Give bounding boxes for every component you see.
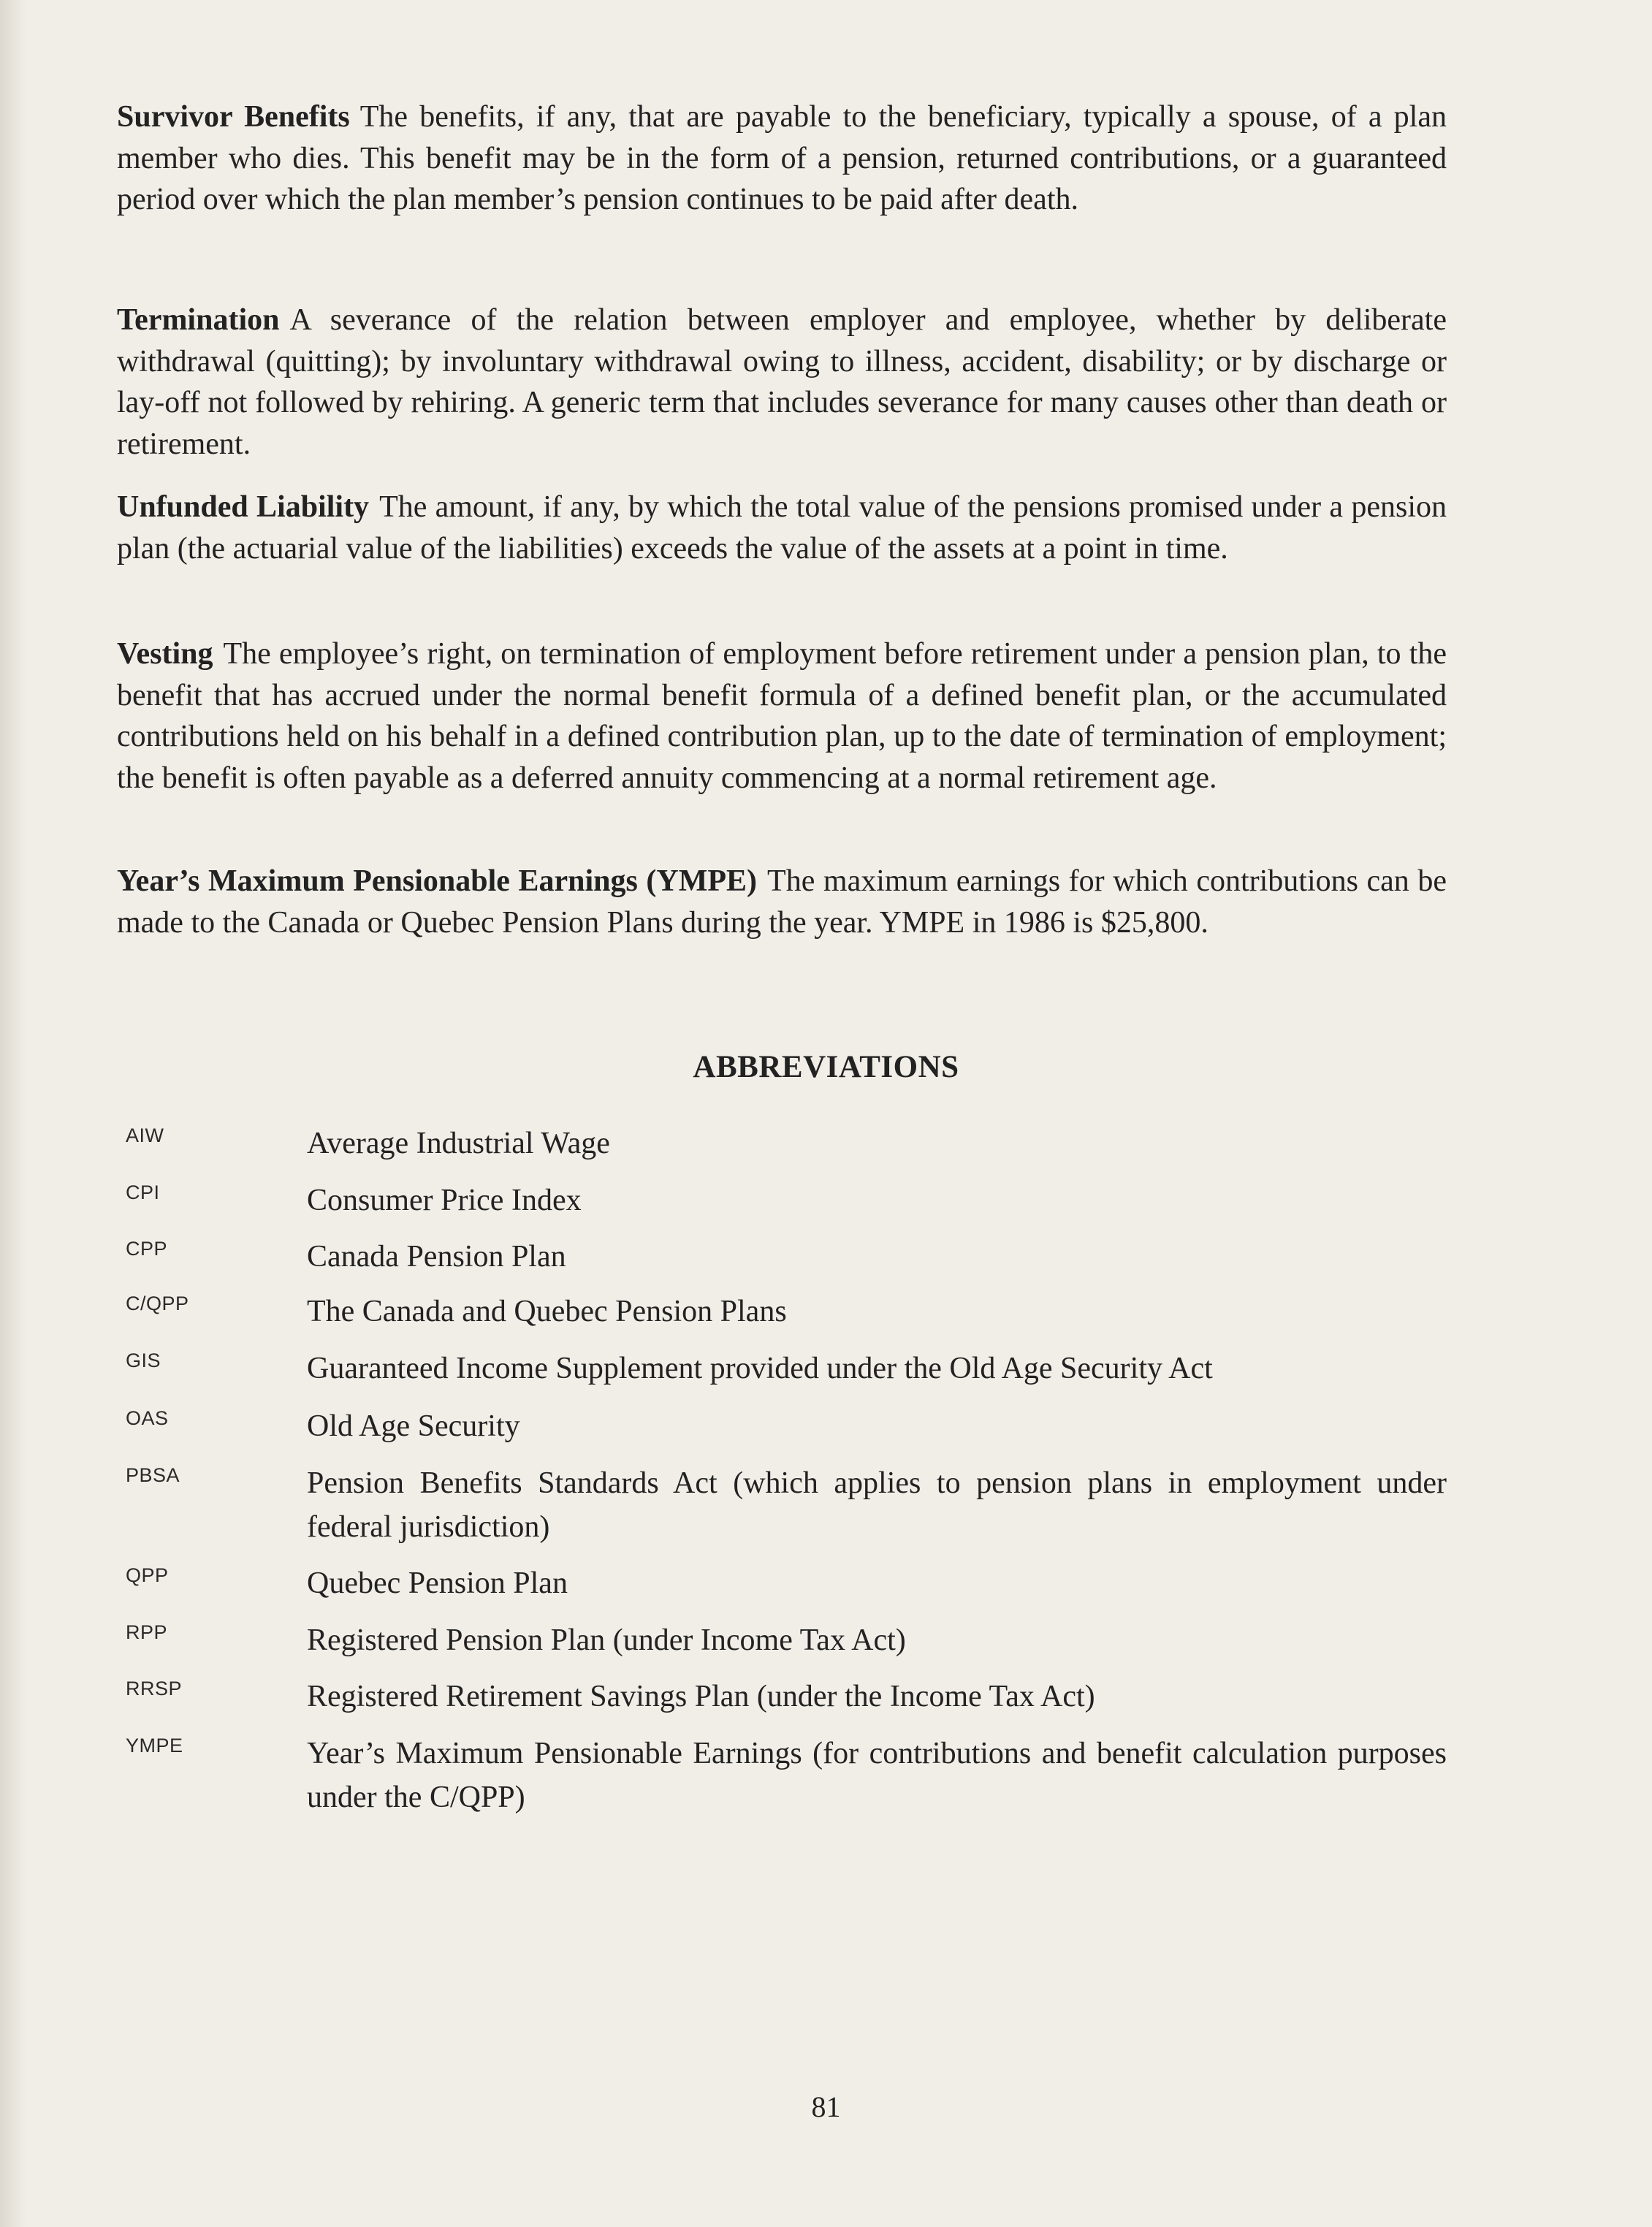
glossary-entry-unfunded-liability	[117, 487, 1447, 569]
abbreviation-definition: Registered Retirement Savings Plan (under the Income Tax Act)	[307, 1680, 1095, 1713]
abbreviation-definition: Old Age Security	[307, 1409, 520, 1443]
abbreviation-definition: Average Industrial Wage	[307, 1127, 610, 1160]
glossary-definition: The amount, if any, by which the total value of the pensions promised under a pension plan (the actuarial value of the liabilities) exceeds the value of the assets at a point in time.	[117, 490, 1447, 566]
glossary-term: Vesting	[117, 637, 213, 671]
abbreviation-code: PBSA	[126, 1464, 180, 1486]
glossary-term: Unfunded Liability	[117, 490, 370, 524]
glossary-term: Termination	[117, 303, 280, 337]
abbreviation-code: AIW	[126, 1124, 164, 1146]
glossary-term: Survivor Benefits	[117, 100, 350, 134]
glossary-entry-survivor-benefits	[117, 96, 1447, 221]
glossary-definition: The employee’s right, on termination of employment before retirement under a pension plan, to the benefit that has accrued under the normal benefit formula of a defined benefit plan, or the accumulated contributions held on his behalf in a defined contribution plan, up to the date of termination of employment; the benefit is often payable as a deferred annuity commencing at a normal retirement age.	[117, 637, 1447, 795]
glossary-entry-termination	[117, 300, 1447, 465]
abbreviation-code: RPP	[126, 1621, 168, 1643]
abbreviation-code: C/QPP	[126, 1293, 189, 1314]
abbreviation-definition: Consumer Price Index	[307, 1184, 582, 1217]
abbreviation-definition: Pension Benefits Standards Act (which applies to pension plans in employment under federal jurisdiction)	[307, 1466, 1447, 1544]
abbreviation-code: CPI	[126, 1181, 160, 1203]
abbreviation-definition: Canada Pension Plan	[307, 1240, 566, 1274]
abbreviation-code: RRSP	[126, 1678, 183, 1699]
glossary-entry-vesting	[117, 633, 1447, 799]
abbreviation-definition: Guaranteed Income Supplement provided under the Old Age Security Act	[307, 1352, 1213, 1385]
abbreviation-definition: Year’s Maximum Pensionable Earnings (for contributions and benefit calculation purposes under the C/QPP)	[307, 1737, 1447, 1814]
abbreviation-code: YMPE	[126, 1735, 183, 1756]
abbreviation-code: CPP	[126, 1238, 168, 1260]
abbreviation-definition: Registered Pension Plan (under Income Tax Act)	[307, 1623, 906, 1657]
abbreviation-code: QPP	[126, 1564, 169, 1586]
abbreviation-code: OAS	[126, 1407, 169, 1429]
glossary-entry-ympe	[117, 861, 1447, 943]
abbreviations-heading: ABBREVIATIONS	[693, 1050, 959, 1084]
glossary-term: Year’s Maximum Pensionable Earnings (YMPE)	[117, 864, 758, 898]
abbreviation-definition: Quebec Pension Plan	[307, 1566, 568, 1600]
glossary-definition: The maximum earnings for which contributions can be made to the Canada or Quebec Pension Plans during the year. YMPE in 1986 is $25,800.	[117, 864, 1447, 940]
page-edge-shadow	[0, 0, 26, 2227]
abbreviation-definition: The Canada and Quebec Pension Plans	[307, 1295, 787, 1328]
glossary-definition: The benefits, if any, that are payable to the beneficiary, typically a spouse, of a plan member who dies. This benefit may be in the form of a pension, returned contributions, or a guaranteed period over which the plan member’s pension continues to be paid after death.	[117, 100, 1447, 216]
abbreviation-code: GIS	[126, 1349, 161, 1371]
glossary-definition: A severance of the relation between employer and employee, whether by deliberate withdrawal (quitting); by involuntary withdrawal owing to illness, accident, disability; or by discharge or lay-off not followed by rehiring. A generic term that includes severance for many causes other than death or retirement.	[117, 303, 1447, 461]
page-number: 81	[811, 2090, 841, 2123]
